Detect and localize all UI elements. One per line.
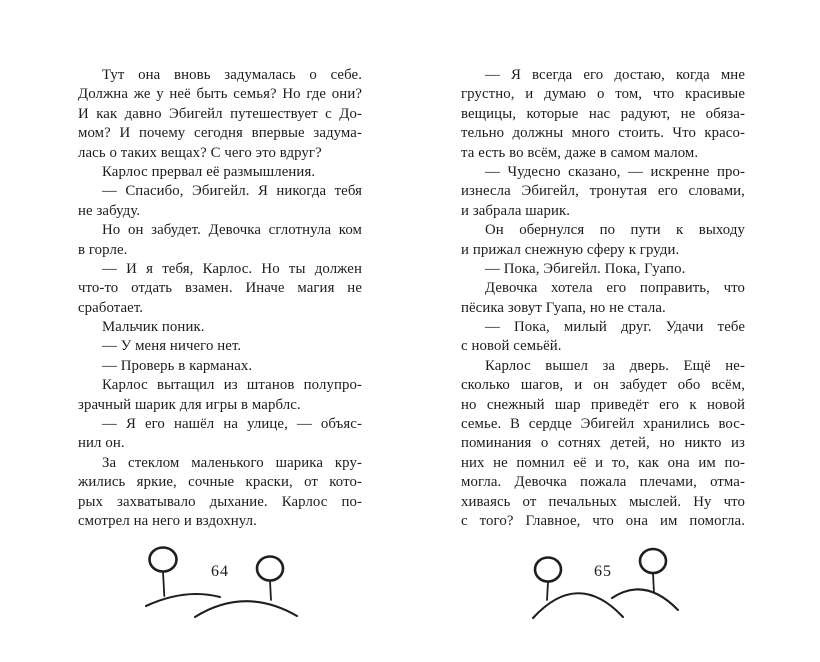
page-left-text <box>78 66 362 531</box>
hills-balloons-doodle <box>140 546 310 624</box>
text-line: — И я тебя, Карлос. Но ты должен <box>102 260 362 277</box>
text-line: Но он забудет. Девочка сглотнула ком <box>102 222 362 239</box>
text-line: в горле. <box>78 241 128 258</box>
text-line: мом? И почему сегодня впервые задума- <box>78 125 362 142</box>
text-line: грустно, и думаю о том, что красивые <box>461 86 745 103</box>
text-line: Тут она вновь задумалась о себе. <box>102 67 362 83</box>
text-line: Он обернулся по пути к выходу <box>485 222 745 239</box>
text-line: лась о таких вещах? С чего это вдруг? <box>78 144 322 161</box>
page-left <box>78 0 362 662</box>
text-line: — Чудесно сказано, — искренне про- <box>485 163 745 180</box>
text-line: семье. В сердце Эбигейл хранились вос- <box>461 416 745 433</box>
text-line: та есть во всём, даже в самом малом. <box>461 144 699 161</box>
text-line: — Я всегда его достаю, когда мне <box>485 67 745 83</box>
text-line: хиваясь от печальных мыслей. Ну что <box>461 493 745 510</box>
text-line: могла. Девочка пожала плечами, отма- <box>461 474 745 491</box>
text-line: но снежный шар приведёт его к новой <box>461 396 745 413</box>
text-line: сколько шагов, и он забудет обо всём, <box>461 377 745 394</box>
text-line: Карлос вышел за дверь. Ещё не- <box>485 357 745 374</box>
balloon-stem <box>270 581 271 600</box>
page-right-footer <box>461 540 745 630</box>
balloon-stem <box>547 582 548 600</box>
page-left-footer <box>78 540 362 630</box>
text-line: нил он. <box>78 435 125 452</box>
text-line: и забрала шарик. <box>461 202 571 219</box>
text-line: Должна же у неё быть семья? Но где они? <box>78 86 362 103</box>
page-right <box>461 0 745 662</box>
text-line: поминания о сотнях детей, но никто из <box>461 435 745 452</box>
text-line: смотрел на него и вздохнул. <box>78 512 257 529</box>
text-line: с новой семьёй. <box>461 338 562 355</box>
text-line: них не помнил её и то, как она им по- <box>461 454 745 471</box>
text-line: — Я его нашёл на улице, — объяс- <box>102 416 362 433</box>
text-line: с того? Главное, что она им помогла. <box>461 512 745 529</box>
text-line: И как давно Эбигейл путешествует с До- <box>78 105 362 122</box>
text-line: тельно должны много стоить. Что красо- <box>461 125 745 142</box>
text-line: — Проверь в карманах. <box>102 357 253 374</box>
hills-balloons-doodle <box>525 546 690 624</box>
text-line: изнесла Эбигейл, тронутая его словами, <box>461 183 745 200</box>
text-line: — Спасибо, Эбигейл. Я никогда тебя <box>102 183 362 200</box>
text-line: жились яркие, сочные краски, от кото- <box>78 474 362 491</box>
hill-arc <box>146 594 220 606</box>
text-line: — У меня ничего нет. <box>102 338 242 355</box>
text-line: что-то отдать взамен. Иначе магия не <box>78 280 362 297</box>
text-line: Мальчик поник. <box>102 319 205 336</box>
hill-arc <box>195 601 297 617</box>
text-line: Карлос вытащил из штанов полупро- <box>102 377 362 394</box>
text-line: не забуду. <box>78 202 141 219</box>
text-line: Карлос прервал её размышления. <box>102 163 316 180</box>
page-number: 64 <box>211 563 229 580</box>
text-line: и прижал снежную сферу к груди. <box>461 241 680 258</box>
text-line: За стеклом маленького шарика кру- <box>102 454 362 471</box>
page-number: 65 <box>594 563 612 580</box>
text-line: вещицы, которые нас радуют, не обяза- <box>461 105 745 122</box>
text-line: рых захватывало дыхание. Карлос по- <box>78 493 362 510</box>
text-line: Девочка хотела его поправить, что <box>485 280 745 297</box>
hill-arc <box>612 589 678 610</box>
text-line: пёсика зовут Гуапа, но не стала. <box>461 299 666 316</box>
text-line: зрачный шарик для игры в марблс. <box>78 396 301 413</box>
text-line: сработает. <box>78 299 144 316</box>
page-right-text <box>461 66 745 531</box>
text-line: — Пока, милый друг. Удачи тебе <box>485 319 745 336</box>
text-line: — Пока, Эбигейл. Пока, Гуапо. <box>485 260 686 277</box>
